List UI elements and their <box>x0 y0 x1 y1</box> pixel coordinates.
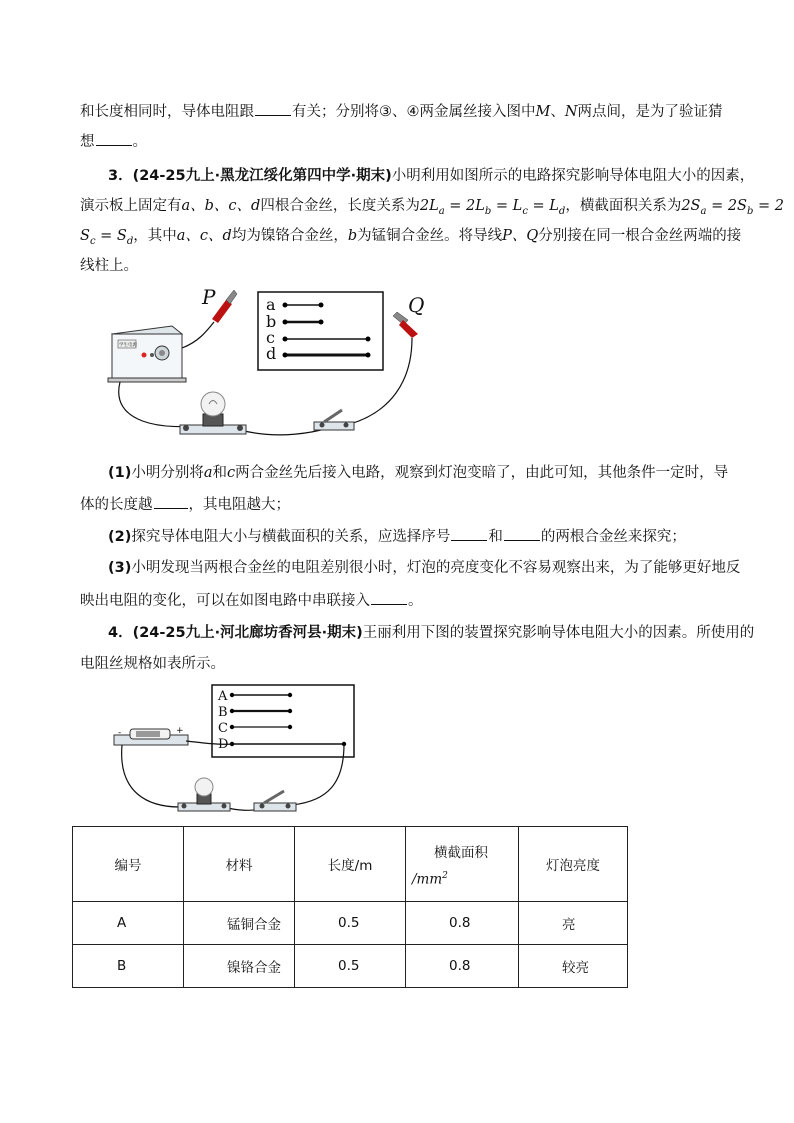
table-header-cell: 编号 <box>73 827 184 902</box>
wire-spec-table <box>72 826 628 988</box>
answer-blank[interactable] <box>451 526 487 541</box>
light-bulb <box>180 392 246 434</box>
table-header-row <box>73 827 628 902</box>
wire-label-d: d <box>266 344 277 363</box>
table-cell: 0.8 <box>406 902 519 945</box>
text: ，横截面积关系为 <box>565 198 682 214</box>
area-relation: $S_c = S_d$ <box>80 228 134 247</box>
answer-blank[interactable] <box>504 526 540 541</box>
table-header-cell: 材料 <box>184 827 295 902</box>
switch <box>314 410 354 430</box>
table-cell: 镍铬合金 <box>184 945 295 988</box>
svg-text:-: - <box>118 728 122 738</box>
text: 均为镍铬合金丝， <box>231 228 348 244</box>
text: 四根合金丝，长度关系为 <box>260 198 420 214</box>
connecting-wire <box>182 322 214 348</box>
text: 电阻丝规格如表所示。 <box>80 656 225 672</box>
connecting-wire <box>119 382 210 427</box>
clip-P-label: P <box>202 285 216 309</box>
answer-blank[interactable] <box>154 494 188 509</box>
text: 想 <box>80 134 95 150</box>
math: a、b、c、d <box>181 198 261 214</box>
question-number: 3． <box>108 168 133 184</box>
question-number: 4． <box>108 625 133 641</box>
area-relation: $2S_a = 2S_b = 2$ <box>681 198 784 217</box>
text-line <box>80 131 147 152</box>
wire-label-c: c <box>266 328 275 347</box>
text: 、 <box>550 104 565 120</box>
text-line <box>80 101 723 122</box>
svg-text:学生电源: 学生电源 <box>119 343 137 348</box>
switch <box>254 791 296 811</box>
wire-label-C: C <box>218 721 228 736</box>
sub-question-3: (3)小明发现当两根合金丝的电阻差别很小时，灯泡的亮度变化不容易观察出来，为了能够更好地反 <box>108 560 741 576</box>
table-header-cell: 灯泡亮度 <box>519 827 628 902</box>
math: b <box>347 228 358 244</box>
table-header-cell: 长度/m <box>295 827 406 902</box>
wire-label-A: A <box>218 689 228 704</box>
table-cell: 较亮 <box>519 945 628 988</box>
text: 王丽利用下图的装置探究影响导体电阻大小的因素。所使用的 <box>362 625 755 641</box>
table-cell: 0.8 <box>406 945 519 988</box>
circuit-figure-1 <box>100 282 440 442</box>
text: 线柱上。 <box>80 258 138 274</box>
table-row <box>73 902 628 945</box>
clip-Q <box>393 293 424 338</box>
text: ，其中 <box>133 228 177 244</box>
table-cell: A <box>73 902 184 945</box>
power-supply <box>108 326 186 382</box>
svg-text:+: + <box>176 726 184 736</box>
answer-blank[interactable] <box>255 101 291 116</box>
text-line <box>80 654 225 674</box>
question-3-line <box>108 166 754 186</box>
connecting-wire <box>122 745 180 807</box>
text: 分别接在同一根合金丝两端的接 <box>538 228 742 244</box>
circuit-figure-2 <box>108 683 358 825</box>
table-cell: B <box>73 945 184 988</box>
table-cell: 锰铜合金 <box>184 902 295 945</box>
text: 演示板上固定有 <box>80 198 182 214</box>
text-line <box>80 256 138 276</box>
math: a、c、d <box>176 228 232 244</box>
length-relation: $2L_a = 2L_b = L_c = L_d$ <box>419 198 566 217</box>
text: 为锰铜合金丝。将导线 <box>357 228 503 244</box>
answer-blank[interactable] <box>371 590 407 605</box>
answer-blank[interactable] <box>96 131 132 146</box>
sub-question-1: (1)小明分别将a和c两合金丝先后接入电路，观察到灯泡变暗了，由此可知，其他条件一定时，导 <box>108 465 729 481</box>
battery <box>114 726 188 745</box>
table-row <box>73 945 628 988</box>
wire-label-B: B <box>218 705 228 720</box>
question-source: (24-25九上·河北廊坊香河县·期末) <box>132 625 363 641</box>
table-cell: 0.5 <box>295 945 406 988</box>
text-line <box>80 226 741 252</box>
text: 小明利用如图所示的电路探究影响导体电阻大小的因素， <box>391 168 755 184</box>
clip-Q-label: Q <box>408 293 425 317</box>
question-4-line <box>108 623 754 643</box>
wire-label-a: a <box>266 295 276 314</box>
text-line: 体的长度越 ，其电阻越大； <box>80 494 290 515</box>
text: 和长度相同时，导体电阻跟 <box>80 104 254 120</box>
question-source: (24-25九上·黑龙江绥化第四中学·期末) <box>132 168 392 184</box>
text-line <box>80 196 784 222</box>
text: 有关；分别将③、④两金属丝接入图中 <box>292 104 536 120</box>
clip-P <box>201 285 237 323</box>
text-line: 映出电阻的变化，可以在如图电路中串联接入 。 <box>80 590 423 611</box>
math: P、Q <box>502 228 539 244</box>
table-cell: 0.5 <box>295 902 406 945</box>
wire-label-b: b <box>266 312 277 331</box>
table-cell: 亮 <box>519 902 628 945</box>
point-label: N <box>564 104 578 120</box>
light-bulb <box>178 778 230 811</box>
table-header-cell: 横截面积 $/mm^2$ <box>406 827 519 902</box>
sub-question-2: (2)探究导体电阻大小与横截面积的关系，应选择序号 和 的两根合金丝来探究； <box>108 526 686 547</box>
wire-label-D: D <box>218 737 229 752</box>
point-label: M <box>535 104 551 120</box>
text: 两点间，是为了验证猜 <box>577 104 723 120</box>
text: 。 <box>132 134 147 150</box>
